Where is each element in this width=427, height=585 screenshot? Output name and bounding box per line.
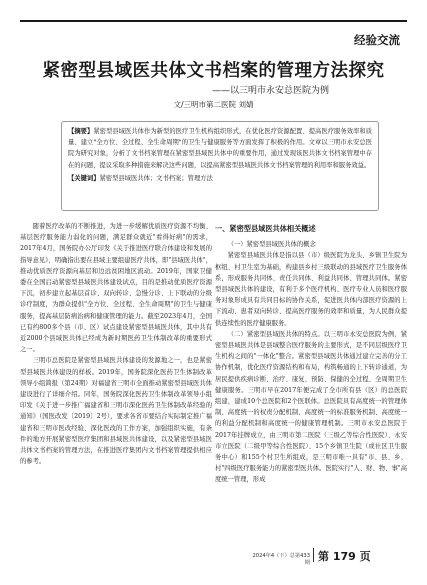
right-column (215, 221, 407, 551)
body-paragraph: 三明市总医院是紧密型县域医共体建设的发源地之一，也是紧密型县域医共体建设的样板。2019年，国务院深化医药卫生体制改革领导小组简报（第24期）对福建省三明市全面推动紧密型县域医共体建设进行了详细介绍。同年，国务院深化医药卫生体制改革领导小组印发《关于进一步推广福建省和三明市深化医药卫生体制改革经验的通知》（国医改发〔2019〕2号），要求各省市要结合实际制定推广福建省和三明市医改经验、深化医改的工作方案，加强组织实施，有条件的地方开展紧密型医疗集团和县域医共体建设，以及紧密型县域医共体文书档案的管理方法，在推进医疗集团内文书档案管理提供相应的参考。 (20, 357, 212, 466)
header-rule (20, 20, 407, 22)
left-column (20, 221, 212, 536)
abstract-text: 紧密型县域医共体作为新型的医疗卫生机构组织形式，在优化医疗资源配置、提高医疗服务效率和质量、建立"全方位、全过程、全生命周期"的卫生与健康服务等方面发挥了积极的作用。文章以三明市永安总医院为研究对象，分析了文书档案管理在紧密型县域医共体中的重要作用，通过发现该医共体文书档案管理中存在的问题，提议采取多种措施来解决这些问题，以提高紧密型县域医共体文书档案管理的利用率和服务效益。 (68, 128, 373, 169)
keywords-label: 【关键词】 (68, 174, 100, 182)
body-paragraph: 紧密型县域医共体是指以县（市）级医院为龙头、乡镇卫生院为枢纽、村卫生室为基础，构建县乡村三级联动的县域医疗卫生服务体系，形成服务共同体、责任共同体、利益共同体、管理共同体。紧密型县域医共体的建设，有利于多个医疗机构、医疗专业人员和医疗服务对象形成具有共同目标的协作关系，促进医共体内部医疗资源的上下流动、患者双向转诊、提高医疗服务的效率和质量，为人民群众提供连续性的医疗健康服务。 (215, 252, 407, 327)
article-title: 紧密型县域医共体文书档案的管理方法探究 (42, 61, 385, 81)
abstract-box (61, 121, 379, 211)
section-tag: 经验交流 (354, 33, 400, 47)
keywords-text: 紧密型县域医共体；文书档案；管理方法 (99, 174, 213, 182)
abstract-label: 【摘要】 (68, 128, 94, 135)
footer-divider (313, 548, 314, 562)
section-heading: 一、紧密型县域医共体相关概述 (215, 224, 316, 233)
keywords-line (68, 173, 372, 184)
page-number: 第 179 页 (318, 550, 371, 563)
abstract-paragraph (68, 126, 372, 171)
body-paragraph: （二）紧密型县域医共体的特点。以三明市永安总医院为例，紧密型县域医共体是县域整合医疗服务的主要形式，是不同层级医疗卫生机构之间的"一体化"整合。紧密型县域医共体通过建立完善的分工协作机制，优化医疗资源结构和布局，构筑畅通的上下转诊通道，为居民提供疾病诊断、治疗、康复、预防、保健的全过程、全周期卫生健康服务。三明市早在2017年便完成了全市所有县（区）的总医院组建，建成10个总医院和2个医联体。总医院具有高度统一的管理体制、高度统一的权责分配机制、高度统一的标准服务机制、高度统一的利益分配机制和高度统一的健康管理机制。三明市永安总医院于2017年挂牌成立，由三明市第二医院（三级乙等综合性医院）、永安市立医院（二级甲等综合性医院）、15个乡镇卫生院（或社区卫生服务中心）和155个村卫生所组成，是三明市唯一具有"市、县、乡、村"四级医疗服务能力的紧密型医共体。医院实行"人、财、物、事"高度统一管理，形成 (215, 330, 407, 484)
footer-issue: 2024年4（下）总第433期 (252, 553, 310, 566)
article-author: 文/三明市第二医院 刘婧 (173, 100, 254, 109)
body-paragraph: 随着医疗改革的不断推进，为进一步缓解优质医疗资源不均衡、基层医疗服务能力弱化的问题，满足群众就近"看得好病"的需求，2017年4月，国务院办公厅印发《关于推进医疗联合体建设和发展的指导意见》，明确指出要在县域主要组建医疗共体，即"县域医共体"，推动优质医疗资源向基层和边远贫困地区流动。2019年，国家卫健委在全国启动紧密型县域医共体建设试点，目的是推动优质医疗资源下沉，初步建立起基层首诊、双向转诊、急慢分诊、上下联动的分级诊疗制度，为群众提供"全方位、全过程、全生命周期"的卫生与健康服务，提高基层防病治病和健康管理的能力。截至2023年4月，全国已有约800多个县（市、区）试点建设紧密型县域医共体，其中共有近2000个县域医共体已经成为新时期医药卫生体制改革的重要形式之一。 (20, 223, 212, 354)
subsection-heading: （一）紧密型县域医共体的概念 (227, 241, 316, 249)
article-subtitle: ——以三明市永安总医院为例 (212, 86, 330, 96)
